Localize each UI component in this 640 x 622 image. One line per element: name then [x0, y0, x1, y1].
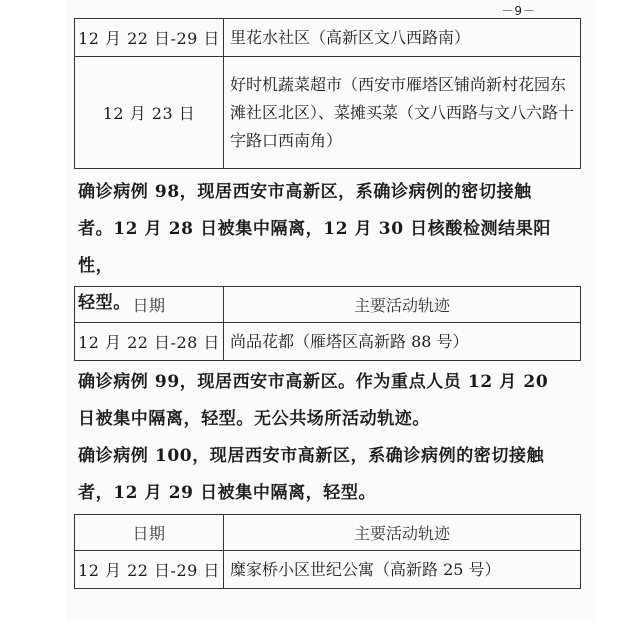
activity-table-case98 [74, 286, 581, 361]
table-row [75, 551, 581, 589]
paragraph-line: 确诊病例 99，现居西安市高新区。作为重点人员 12 月 20 [78, 372, 549, 392]
table-header-row [75, 515, 581, 551]
page-number: －9－ [501, 4, 536, 18]
column-header-date: 日期 [75, 287, 224, 323]
column-header-place: 主要活动轨迹 [224, 287, 581, 323]
paragraph-line: 者。12 月 28 日被集中隔离，12 月 30 日核酸检测结果阳性， [78, 219, 551, 276]
table-cell-place: 糜家桥小区世纪公寓（高新路 25 号） [224, 551, 581, 589]
case-100-description [78, 438, 583, 512]
table-row [75, 323, 581, 361]
activity-table-case97 [74, 18, 581, 169]
table-header-row [75, 287, 581, 323]
table-cell-date: 12 月 22 日-28 日 [75, 323, 224, 361]
paragraph-line: 日被集中隔离，轻型。无公共场所活动轨迹。 [78, 409, 430, 429]
paragraph-line: 确诊病例 100，现居西安市高新区，系确诊病例的密切接触 [78, 446, 545, 466]
paragraph-line: 者，12 月 29 日被集中隔离，轻型。 [78, 483, 377, 503]
table-cell-place: 尚品花都（雁塔区高新路 88 号） [224, 323, 581, 361]
table-cell-date: 12 月 22 日-29 日 [75, 551, 224, 589]
table-cell-place: 好时机蔬菜超市（西安市雁塔区铺尚新村花园东滩社区北区）、菜摊买菜（文八西路与文八六路十字路口西南角） [224, 57, 581, 169]
paragraph-line: 轻型。 [78, 293, 131, 313]
case-99-description [78, 364, 583, 438]
table-cell-date: 12 月 23 日 [75, 57, 224, 169]
document-page [66, 0, 596, 622]
column-header-place: 主要活动轨迹 [224, 515, 581, 551]
table-row [75, 19, 581, 57]
activity-table-case100 [74, 514, 581, 589]
table-row [75, 57, 581, 169]
paragraph-line: 确诊病例 98，现居西安市高新区，系确诊病例的密切接触 [78, 182, 532, 202]
column-header-date: 日期 [75, 515, 224, 551]
table-cell-place: 里花水社区（高新区文八西路南） [224, 19, 581, 57]
table-cell-date: 12 月 22 日-29 日 [75, 19, 224, 57]
